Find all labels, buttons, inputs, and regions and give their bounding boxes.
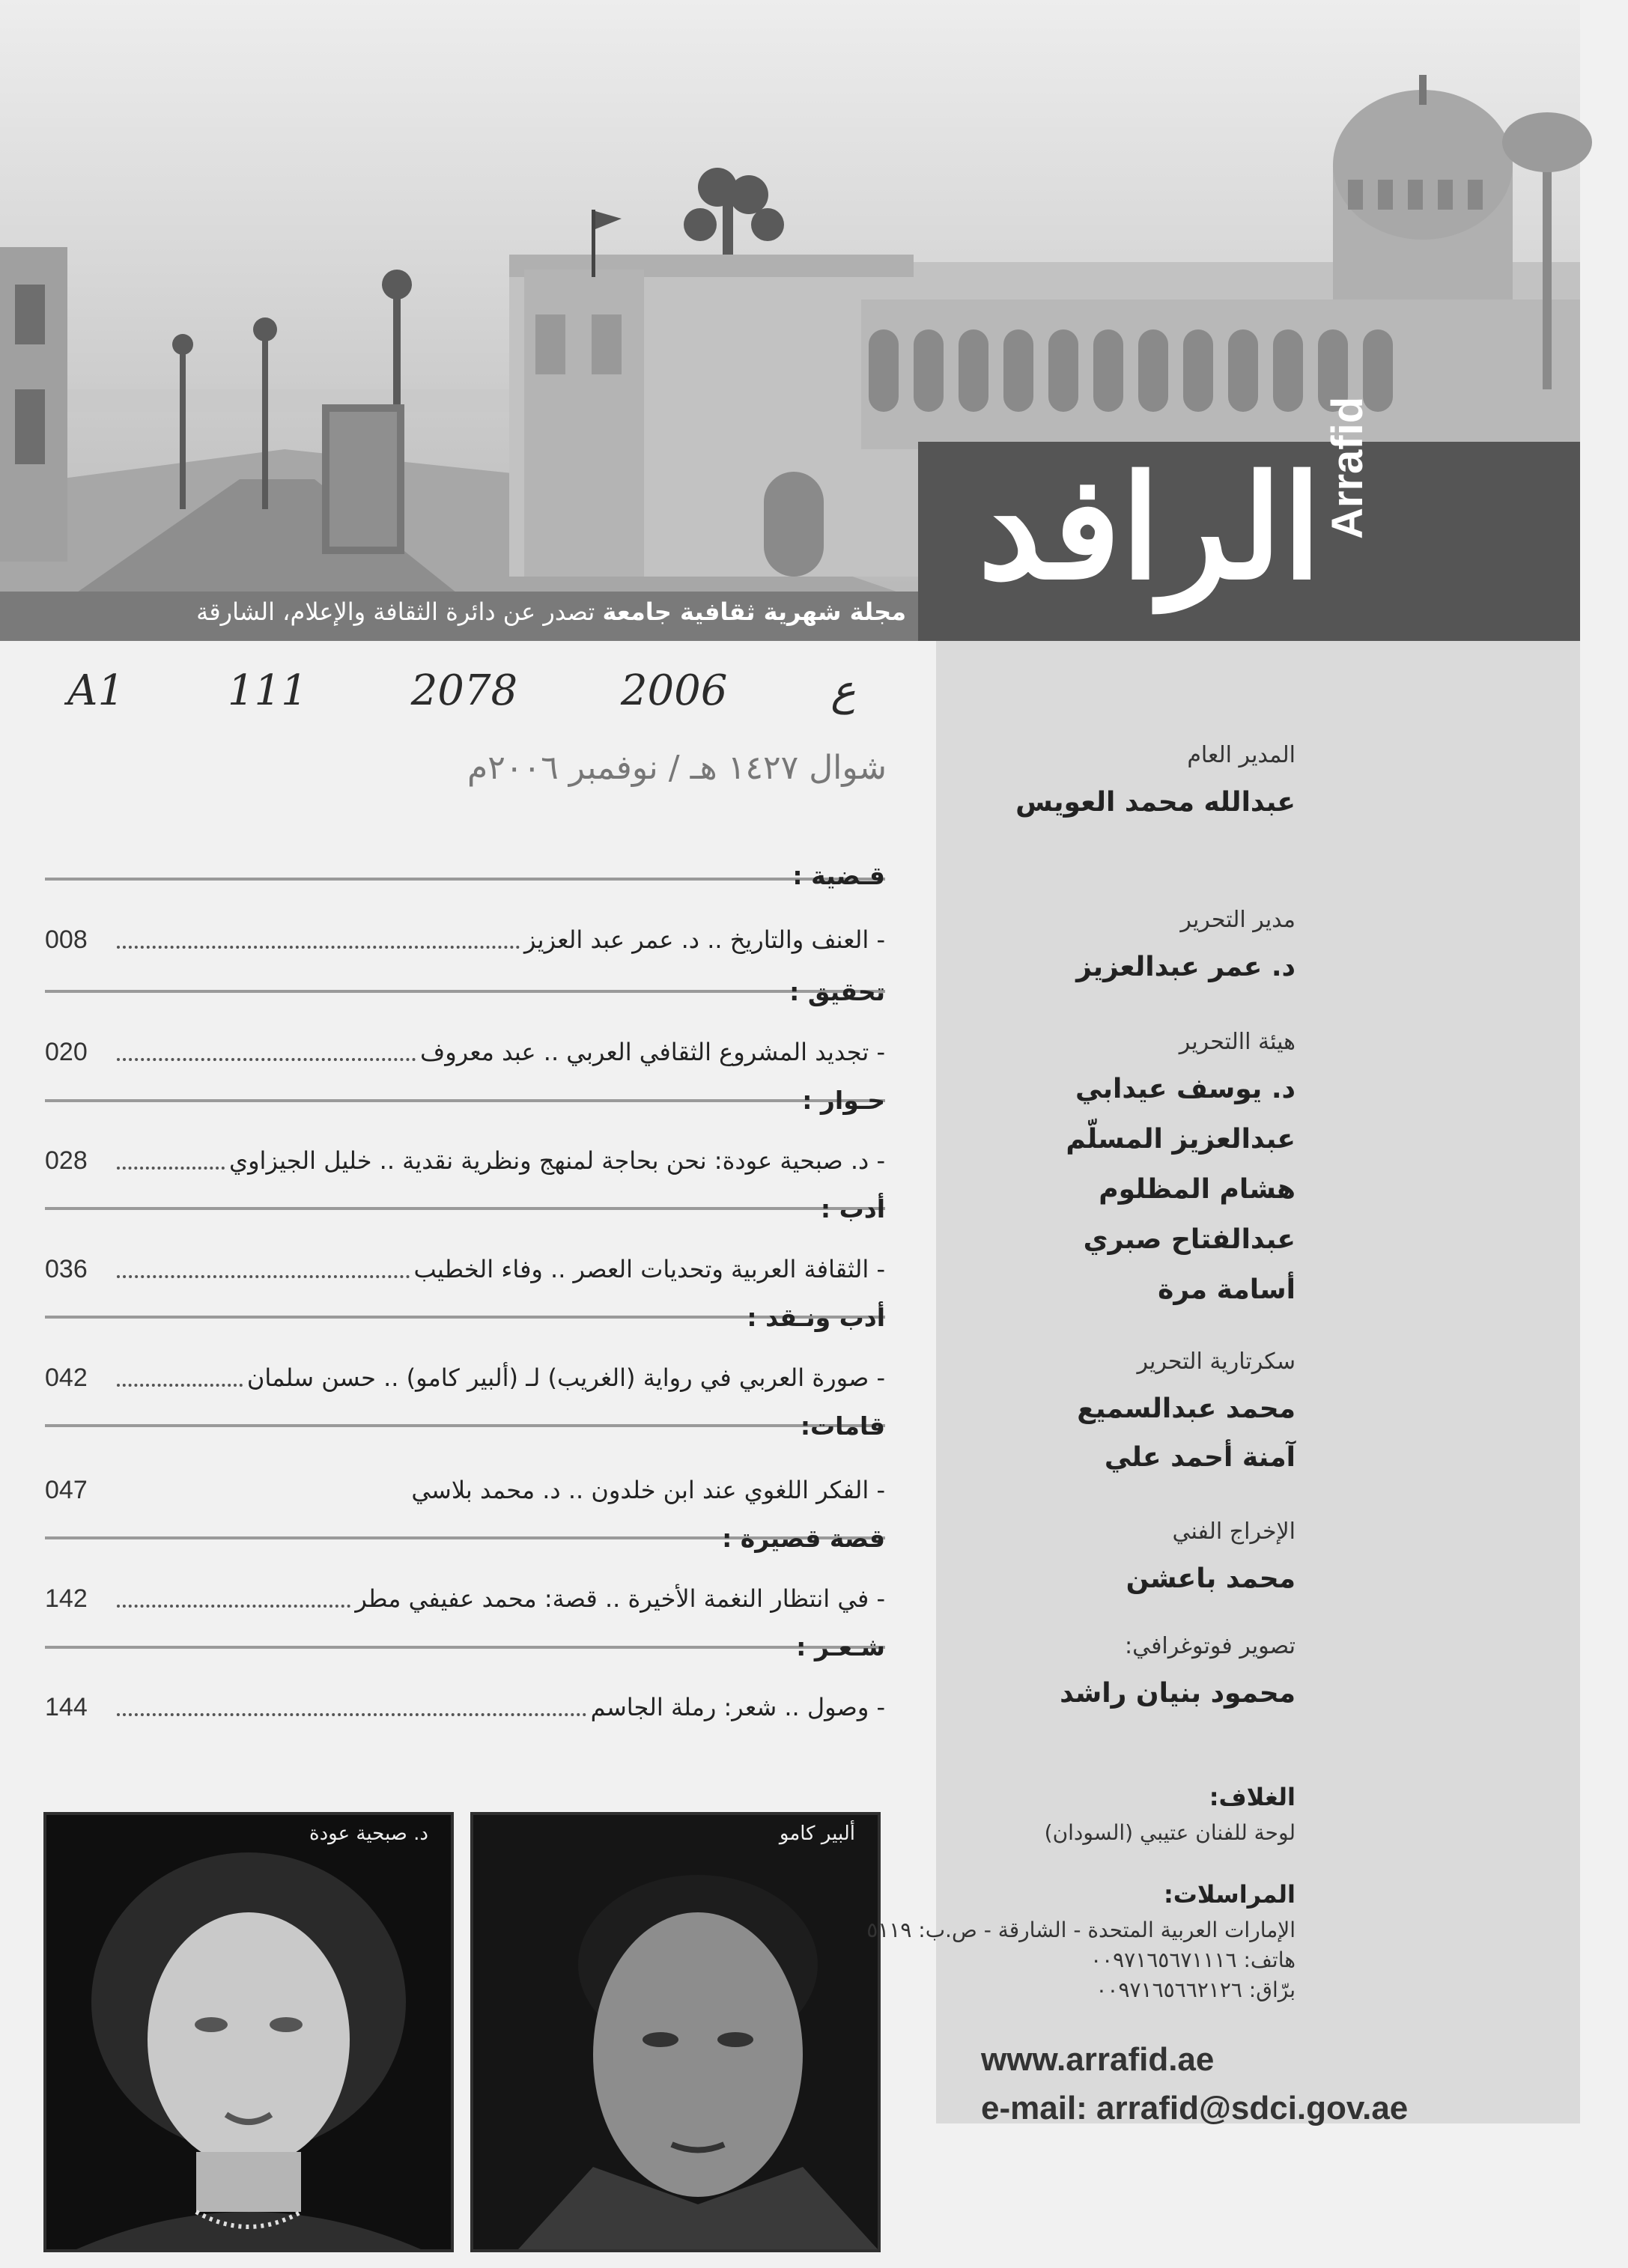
- secretariat-member: آمنة أحمد علي: [1104, 1442, 1296, 1473]
- handwriting-4: 2006: [620, 666, 728, 715]
- toc-rule: [45, 1207, 885, 1210]
- toc-category: تحقيق :: [789, 977, 885, 1006]
- toc-leader-dots: [117, 1152, 225, 1170]
- toc-category: حـوار :: [802, 1086, 885, 1115]
- toc-entry-title: - الثقافة العربية وتحديات العصر .. وفاء الخطيب: [413, 1255, 885, 1283]
- header-photo: [0, 0, 1580, 626]
- toc-page-number: 008: [45, 925, 88, 954]
- contact-address: الإمارات العربية المتحدة - الشارقة - ص.ب: ٥١١٩: [866, 1918, 1296, 1942]
- board-member: هشام المظلوم: [1099, 1174, 1296, 1205]
- toc-entry[interactable]: [45, 1142, 885, 1179]
- cover-heading: الغلاف:: [1209, 1783, 1296, 1811]
- secretariat-member: محمد عبدالسميع: [1077, 1393, 1296, 1424]
- cover-text: لوحة للفنان عتيبي (السودان): [1044, 1820, 1296, 1845]
- toc-entry-title: - في انتظار النغمة الأخيرة .. قصة: محمد عفيفي مطر: [355, 1584, 885, 1613]
- toc-leader-dots: [117, 1698, 586, 1716]
- email-link[interactable]: e-mail: arrafid@sdci.gov.ae: [981, 2090, 1409, 2126]
- toc-leader-dots: [117, 1369, 243, 1387]
- toc-entry[interactable]: [45, 921, 885, 958]
- handwriting-3: ع: [830, 666, 856, 715]
- toc-rule: [45, 1099, 885, 1102]
- toc-entry[interactable]: [45, 1471, 885, 1509]
- contact-fax: برّاق: ٠٠٩٧١٦٥٦٦٢١٢٦: [1096, 1977, 1296, 2002]
- board-member: عبدالعزيز المسلّم: [1066, 1124, 1296, 1155]
- toc-page-number: 042: [45, 1363, 88, 1392]
- toc-category: قامات:: [800, 1411, 885, 1441]
- toc-category: قـضية :: [792, 861, 885, 890]
- logo-band: [918, 396, 1580, 641]
- toc-entry-title: - تجديد المشروع الثقافي العربي .. عبد معروف: [420, 1038, 885, 1066]
- editor-name: د. عمر عبدالعزيز: [1076, 952, 1296, 982]
- toc-page-number: 142: [45, 1584, 88, 1613]
- handwriting-2: 111: [227, 666, 308, 715]
- photo-caption-left: د. صبحية عودة: [309, 1822, 428, 1845]
- tagline-bar: [0, 592, 918, 641]
- toc-entry-title: - د. صبحية عودة: نحن بحاجة لمنهج ونظرية نقدية .. خليل الجيزاوي: [229, 1146, 885, 1175]
- website-link[interactable]: www.arrafid.ae: [981, 2041, 1215, 2078]
- toc-leader-dots: [117, 1481, 407, 1499]
- toc-leader-dots: [117, 1260, 410, 1278]
- toc-entry-title: - الفكر اللغوي عند ابن خلدون .. د. محمد بلاسي: [411, 1476, 885, 1504]
- photo-subhia-ouda: [43, 1812, 454, 2252]
- toc-rule: [45, 990, 885, 993]
- toc-entry-title: - صورة العربي في رواية (الغريب) لـ (ألبير كامو) .. حسن سلمان: [246, 1363, 885, 1392]
- toc-entry[interactable]: [45, 1580, 885, 1617]
- board-member: د. يوسف عيدابي: [1075, 1074, 1296, 1104]
- issue-date: شوال ١٤٢٧ هـ / نوفمبر ٢٠٠٦م: [467, 749, 887, 787]
- tagline-bold: مجلة شهرية ثقافية جامعة: [602, 598, 906, 626]
- toc-entry[interactable]: [45, 1033, 885, 1071]
- logo-english: Arrafid: [1323, 396, 1372, 539]
- toc-page-number: 028: [45, 1146, 88, 1175]
- photo-albert-camus: [470, 1812, 881, 2252]
- editor-role: مدير التحرير: [1180, 907, 1296, 933]
- toc-entry-title: - العنف والتاريخ .. د. عمر عبد العزيز: [524, 925, 885, 954]
- toc-rule: [45, 1646, 885, 1649]
- toc-leader-dots: [117, 931, 520, 949]
- toc-category: أدب :: [820, 1194, 885, 1223]
- board-member: عبدالفتاح صبري: [1083, 1224, 1296, 1255]
- toc-page-number: 047: [45, 1475, 88, 1504]
- tagline-rest: تصدر عن دائرة الثقافة والإعلام، الشارقة: [196, 598, 603, 626]
- masthead-sidebar: [866, 641, 1580, 2126]
- toc-page-number: 144: [45, 1692, 88, 1721]
- toc-entry[interactable]: [45, 1250, 885, 1288]
- general-manager-role: المدير العام: [1187, 742, 1296, 768]
- contact-heading: المراسلات:: [1163, 1880, 1296, 1909]
- board-role: هيئة االتحرير: [1179, 1029, 1296, 1055]
- photo-caption-right: ألبير كامو: [779, 1822, 855, 1845]
- photography-role: تصوير فوتوغرافي:: [1124, 1633, 1296, 1659]
- toc-entry-title: - وصول .. شعر: رملة الجاسم: [590, 1693, 885, 1721]
- logo-arabic: الرافد: [978, 444, 1322, 611]
- board-member: أسامة مرة: [1158, 1274, 1296, 1305]
- secretariat-role: سكرتارية التحرير: [1137, 1349, 1296, 1375]
- general-manager-name: عبدالله محمد العويس: [1015, 787, 1296, 818]
- art-direction-name: محمد باعشن: [1126, 1563, 1296, 1594]
- toc-category: أدب ونـقد :: [747, 1303, 885, 1332]
- toc-leader-dots: [117, 1590, 350, 1608]
- handwriting-5: 2078: [410, 666, 518, 715]
- handwritten-notes: [67, 666, 914, 715]
- toc-rule: [45, 1424, 885, 1427]
- art-direction-role: الإخراج الفني: [1172, 1518, 1296, 1545]
- toc-page-number: 036: [45, 1254, 88, 1283]
- toc-entry[interactable]: [45, 1688, 885, 1726]
- toc-page-number: 020: [45, 1037, 88, 1066]
- toc-entry[interactable]: [45, 1359, 885, 1396]
- tagline: [196, 598, 906, 626]
- contact-phone: هاتف: ٠٠٩٧١٦٥٦٧١١١٦: [1090, 1948, 1296, 1972]
- toc-rule: [45, 878, 885, 881]
- toc-category: قصة قصيرة :: [722, 1524, 885, 1553]
- photography-name: محمود بنيان راشد: [1060, 1678, 1296, 1709]
- handwriting-1: A1: [67, 666, 125, 715]
- toc-category: شـعـر :: [796, 1632, 885, 1662]
- toc-leader-dots: [117, 1043, 416, 1061]
